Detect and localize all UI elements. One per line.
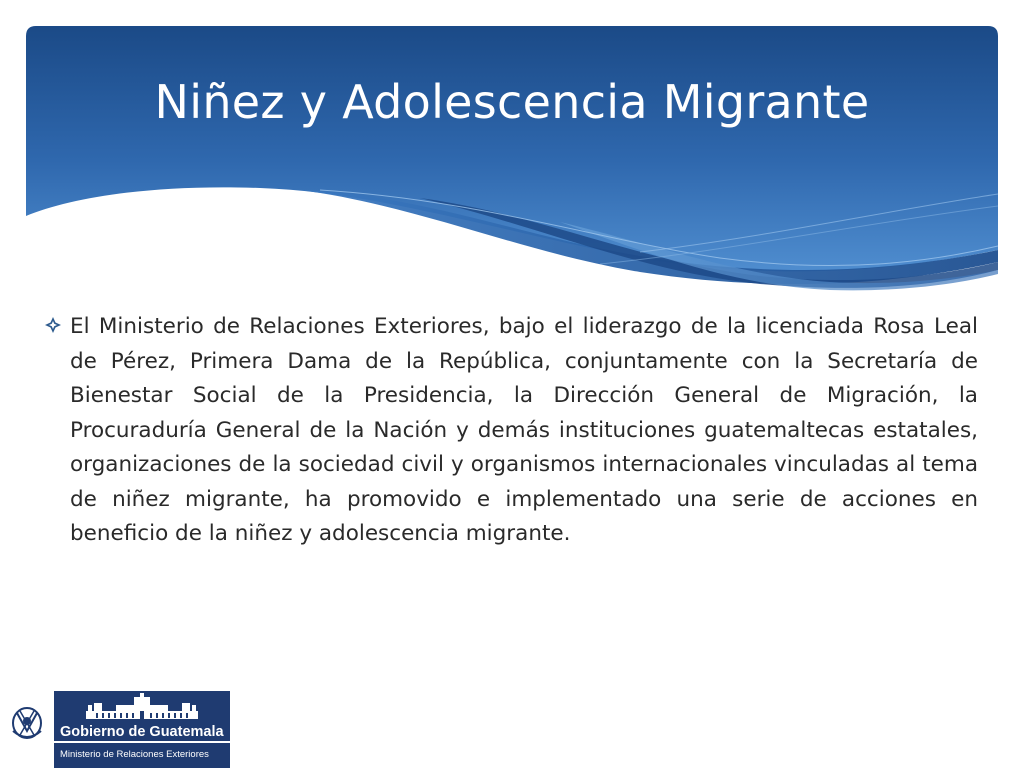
coat-of-arms-icon [0, 691, 54, 768]
diamond-bullet-icon [44, 310, 70, 345]
logo-divider [54, 741, 230, 743]
logo-name: Gobierno de Guatemala [60, 724, 224, 740]
logo-subtitle: Ministerio de Relaciones Exteriores [60, 749, 209, 760]
logo-panel [54, 691, 230, 768]
body-text: El Ministerio de Relaciones Exteriores, bajo el liderazgo de la licenciada Rosa Leal de Pérez, Primera Dama de la República, conjuntamente con la Secretaría de Bienestar Social de la Presidencia, la Dirección General de Migración, la Procuraduría General de la Nación y demás instituciones guatemaltecas estatales, organizaciones de la sociedad civil y organismos internacionales vinculadas al tema de niñez migrante, ha promovido e implementado una serie de acciones en beneficio de la niñez y adolescencia migrante. [70, 314, 978, 546]
palace-icon [54, 691, 230, 723]
header-wave-band [0, 0, 1024, 300]
slide-title: Niñez y Adolescencia Migrante [154, 75, 870, 129]
bullet-paragraph [44, 310, 978, 552]
gobierno-logo [0, 691, 230, 768]
